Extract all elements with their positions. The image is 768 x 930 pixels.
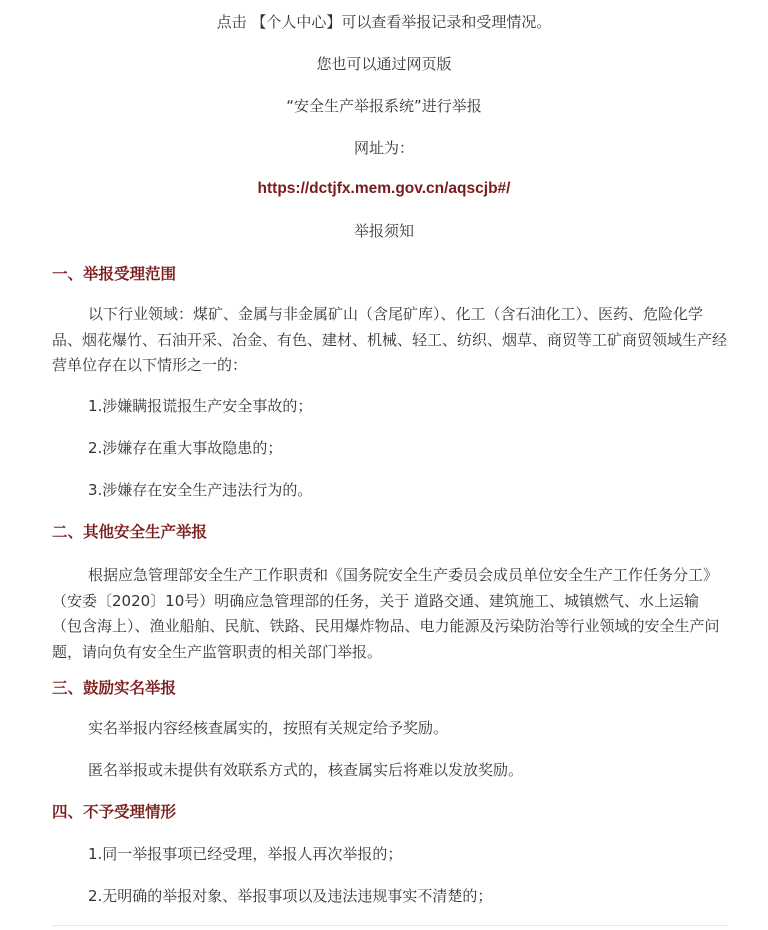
section-heading-other: 二、其他安全生产举报 (52, 523, 208, 541)
list-item: 1.涉嫌瞒报谎报生产安全事故的； (88, 397, 313, 415)
bottom-divider (52, 925, 728, 926)
list-item: 匿名举报或未提供有效联系方式的，核查属实后将难以发放奖励。 (88, 761, 524, 779)
intro-web-version-text: 您也可以通过网页版 (316, 55, 452, 73)
report-system-url-link[interactable]: https://dctjfx.mem.gov.cn/aqscjb#/ (257, 180, 511, 197)
list-item: 实名举报内容经核查属实的，按照有关规定给予奖励。 (88, 719, 449, 737)
list-item: 2.涉嫌存在重大事故隐患的； (88, 439, 283, 457)
section-paragraph-scope: 以下行业领域：煤矿、金属与非金属矿山（含尾矿库）、化工（含石油化工）、医药、危险化学品、烟花爆竹、石油开采、冶金、有色、建材、机械、轻工、纺织、烟草、商贸等工矿商贸领域生产经营单位存在以下情形之一的： (52, 305, 728, 374)
notice-title: 举报须知 (353, 222, 414, 240)
list-item: 1.同一举报事项已经受理，举报人再次举报的； (88, 845, 403, 863)
list-item: 3.涉嫌存在安全生产违法行为的。 (88, 481, 313, 499)
section-heading-scope: 一、举报受理范围 (52, 265, 177, 283)
section-heading-not-accepted: 四、不予受理情形 (52, 803, 177, 821)
section-paragraph-other: 根据应急管理部安全生产工作职责和《国务院安全生产委员会成员单位安全生产工作任务分工》（安委〔2020〕10号）明确应急管理部的任务，关于 道路交通、建筑施工、城镇燃气、水上运输（包含海上）、渔业船舶、民航、铁路、民用爆炸物品、电力能源及污染防治等行业领域的安全生产问题，请向负有安全生产监管职责的相关部门举报。 (52, 566, 720, 661)
list-item: 2.无明确的举报对象、举报事项以及违法违规事实不清楚的； (88, 887, 493, 905)
section-heading-real-name: 三、鼓励实名举报 (52, 679, 177, 697)
intro-system-name-text: “安全生产举报系统”进行举报 (286, 97, 482, 115)
intro-personal-center-text: 点击 【个人中心】可以查看举报记录和受理情况。 (216, 13, 552, 31)
intro-url-label: 网址为： (353, 139, 414, 157)
